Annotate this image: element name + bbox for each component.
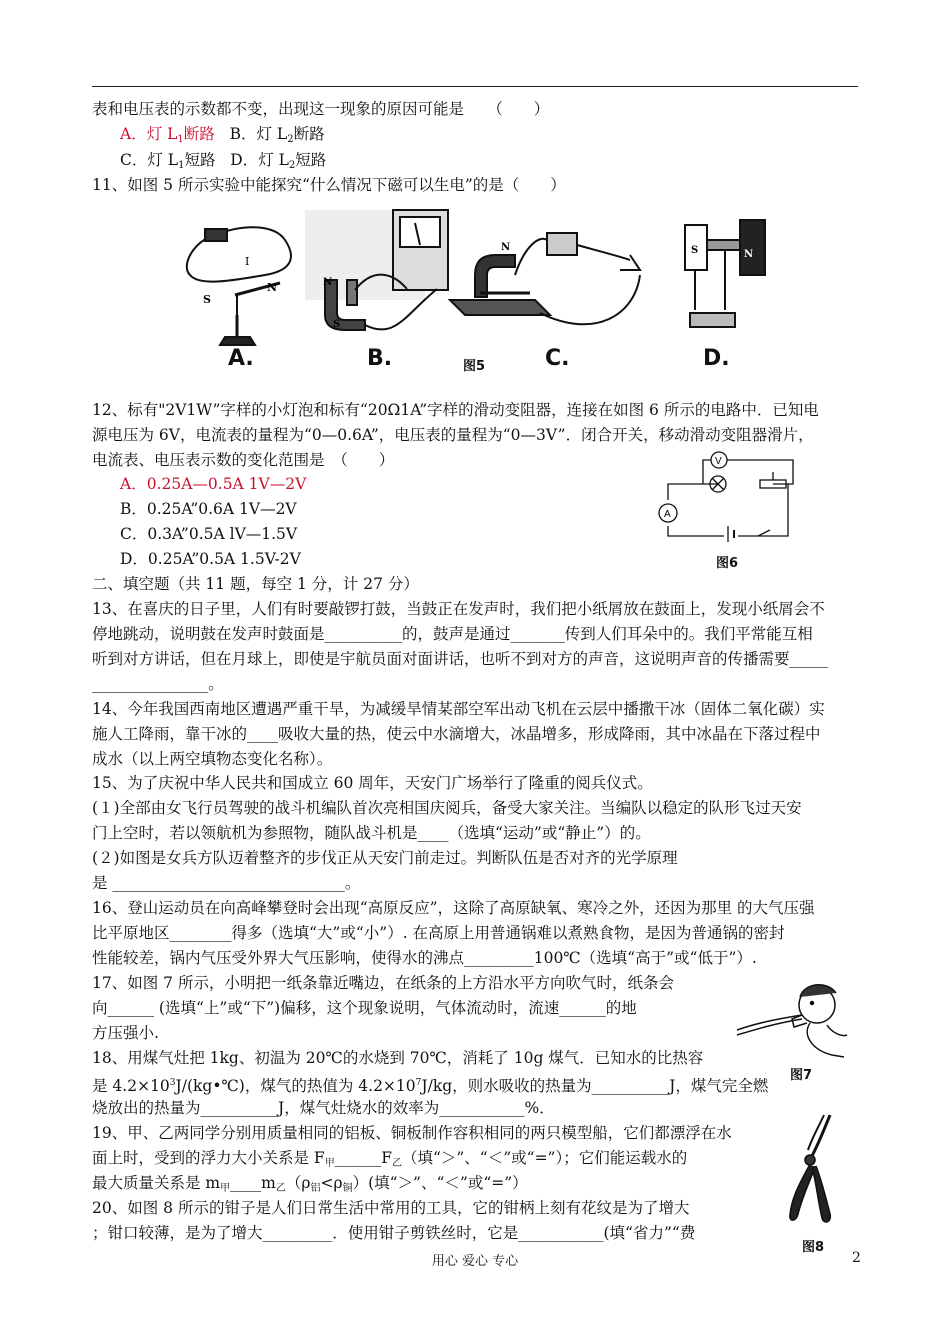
header-rule <box>92 86 858 87</box>
q12-option-a: A．0.25A—0.5A 1V—2V <box>120 475 307 493</box>
q14-line3: 成水（以上两空填物态变化名称）。 <box>92 750 333 768</box>
figure-5a-label-i: I <box>245 255 250 268</box>
q16-line1: 16、登山运动员在向高峰攀登时会出现“高原反应”，这除了高原缺氧、寒冷之外，还因为那里 的大气压强 <box>92 899 815 917</box>
q12-option-d: D．0.25A”0.5A 1.5V-2V <box>120 550 301 568</box>
q18-line2: 是 $4.2\times 10^3J/(kg•℃)$，煤气的热值为 $4.2\times 10^7J/kg$，则水吸收的热量为__________J，煤气完全燃 <box>92 1077 769 1095</box>
q19-line1: 19、甲、乙两同学分别用质量相同的铝板、铜板制作容积相同的两只模型船，它们都漂浮在水 <box>92 1124 732 1142</box>
q17-line2: 向______ (选填“上”或“下”)偏移，这个现象说明，气体流动时，流速______的地 <box>92 999 637 1017</box>
figure-5-label-a: A. <box>228 346 254 371</box>
q18-line1: 18、用煤气灶把 1kg、初温为 20℃的水烧到 70℃，消耗了 10g 煤气．已知水的比热容 <box>92 1049 704 1067</box>
q12-line2: 源电压为 6V，电流表的量程为“0—0.6A”，电压表的量程为“0—3V”．闭合开关，移动滑动变阻器滑片， <box>92 426 814 444</box>
figure-5d-drawing <box>685 220 765 327</box>
q15-line5: 是 ______________________________。 <box>92 874 361 892</box>
figure-7-caption: 图7 <box>790 1068 813 1083</box>
figure-5b-label-s: S <box>333 319 341 330</box>
q10-option-b: B．灯 $L_2$断路 <box>229 125 325 145</box>
q13-line1: 13、在喜庆的日子里，人们有时要敲锣打鼓，当鼓正在发声时，我们把小纸屑放在鼓面上，发现小纸屑会不 <box>92 600 825 618</box>
q12-option-b: B．0.25A”0.6A 1V—2V <box>120 500 297 518</box>
figure-5-caption: 图5 <box>463 359 486 374</box>
section-2-title: 二、填空题（共 11 题，每空 1 分，计 27 分） <box>92 575 419 593</box>
q15-line3: 门上空时，若以领航机为参照物，随队战斗机是____（选填“运动”或“静止”）的。 <box>92 824 651 842</box>
figure-7 <box>732 975 850 1063</box>
q10-options-ab <box>120 124 325 150</box>
q16-line3: 性能较差，锅内气压受外界大气压影响，使得水的沸点_________100℃（选填“高于”或“低于”）. <box>92 949 757 967</box>
q19-line3: 最大质量关系是 $m_甲\_\_\_\_m_乙(\rho_铝<\rho_铜)$(填“＞”、“＜”或“=”） <box>92 1174 528 1194</box>
footer-motto: 用心 爱心 专心 <box>431 1254 519 1269</box>
q10-option-d: D．灯 $L_2$短路 <box>230 151 327 171</box>
q12-option-c: C．0.3A”0.5A lV—1.5V <box>120 525 298 543</box>
figure-5a-label-n: N <box>267 281 278 294</box>
figure-6-ammeter-label: A <box>664 509 671 520</box>
figure-5a-label-s: S <box>203 293 211 306</box>
q14-line2: 施人工降雨，靠干冰的____吸收大量的热，使云中水滴增大，冰晶增多，形成降雨，其中冰晶在下落过程中 <box>92 725 821 743</box>
figure-5b-drawing <box>305 210 448 330</box>
q17-line1: 17、如图 7 所示，小明把一纸条靠近嘴边，在纸条的上方沿水平方向吹气时，纸条会 <box>92 974 674 992</box>
figure-7-drawing <box>737 985 847 1057</box>
figure-5b-label-n: N <box>323 277 333 288</box>
q10-options-cd <box>120 150 326 176</box>
figure-5-label-c: C. <box>545 346 570 371</box>
q13-line2: 停地跳动，说明鼓在发声时鼓面是__________的，鼓声是通过_______传到人们耳朵中的。我们平常能互相 <box>92 625 813 643</box>
q11-stem: 11、如图 5 所示实验中能探究“什么情况下磁可以生电”的是（ ） <box>92 176 566 194</box>
figure-5c-drawing <box>450 233 640 324</box>
q15-line4: (２)如图是女兵方队迈着整齐的步伐正从天安门前走过。判断队伍是否对齐的光学原理 <box>92 849 678 867</box>
q19-line2: 面上时，受到的浮力大小关系是 $F_甲\_\_\_\_\_\_F_乙$（填“＞”、“＜”或“=”）；它们能运载水的 <box>92 1149 688 1169</box>
q10-option-c: C．灯 $L_1$短路 <box>120 151 216 171</box>
q15-line1: 15、为了庆祝中华人民共和国成立 60 周年，天安门广场举行了隆重的阅兵仪式。 <box>92 774 653 792</box>
figure-6-battery-gap <box>724 526 738 538</box>
q20-line1: 20、如图 8 所示的钳子是人们日常生活中常用的工具，它的钳柄上刻有花纹是为了增大 <box>92 1199 690 1217</box>
q14-line1: 14、今年我国西南地区遭遇严重干旱，为减缓旱情某部空军出动飞机在云层中播撒干冰（固体二氧化碳）实 <box>92 700 825 718</box>
figure-8-caption: 图8 <box>802 1240 825 1255</box>
q10-option-a: A．灯 $L_1$断路 <box>120 125 215 145</box>
q13-line4: _______________。 <box>92 675 224 693</box>
q15-line2: (１)全部由女飞行员驾驶的战斗机编队首次亮相国庆阅兵，备受大家关注。当编队以稳定的队形飞过天安 <box>92 799 802 817</box>
figure-6-voltmeter-label: V <box>715 456 722 467</box>
q17-line3: 方压强小. <box>92 1024 159 1042</box>
q10-stem: 表和电压表的示数都不变，出现这一现象的原因可能是 （ ） <box>92 100 550 118</box>
q20-line2: ；钳口较薄，是为了增大_________．使用钳子剪铁丝时，它是___________(填“省力”“费 <box>92 1224 696 1242</box>
figure-5d-label-s: S <box>691 245 699 256</box>
q12-line3: 电流表、电压表示数的变化范围是 （ ） <box>92 451 395 469</box>
figure-8 <box>782 1110 842 1230</box>
figure-6-caption: 图6 <box>716 556 739 571</box>
q12-line1: 12、标有"2V1W”字样的小灯泡和标有“20Ω1A”字样的滑动变阻器，连接在如图 6 所示的电路中．已知电 <box>92 401 819 419</box>
page-number: 2 <box>852 1250 861 1266</box>
figure-5 <box>175 205 775 375</box>
q18-line3: 烧放出的热量为__________J，煤气灶烧水的效率为___________%． <box>92 1099 555 1117</box>
figure-5-label-d: D. <box>703 346 730 371</box>
figure-6-clean <box>648 446 808 546</box>
figure-5d-label-n: N <box>744 249 754 260</box>
figure-5c-label-n: N <box>501 242 511 253</box>
figure-5-label-b: B. <box>367 346 393 371</box>
q13-line3: 听到对方讲话，但在月球上，即使是宇航员面对面讲话，也听不到对方的声音，这说明声音的传播需要_____ <box>92 650 829 668</box>
figure-8-drawing <box>790 1115 830 1222</box>
q16-line2: 比平原地区________得多（选填“大”或“小”）. 在高原上用普通锅难以煮熟食物，是因为普通锅的密封 <box>92 924 785 942</box>
